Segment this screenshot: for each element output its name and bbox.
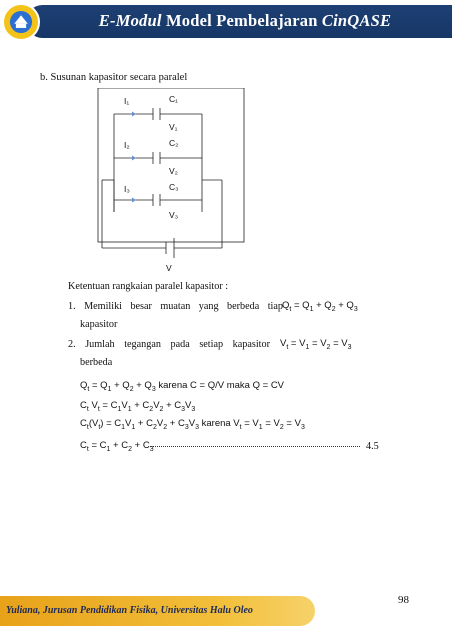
equation-leader-dots [150, 446, 360, 447]
rule-1-equation: $Q_t = Q_1 + Q_2 + Q_3$ [282, 300, 358, 313]
capacitor-label-c1: C₁ [169, 94, 179, 104]
equation-2: $C_t$ $V_t = C_1V_1 + C_2V_2 + C_3V_3$ [80, 400, 196, 413]
parallel-capacitor-circuit [92, 88, 252, 274]
equation-3: $C_t(V_t) = C_1V_1 + C_2V_2 + C_3V_3$ karena $V_t = V_1 = V_2 = V_3$ [80, 418, 305, 431]
source-voltage-label: V [166, 263, 172, 273]
rule-1-continuation: kapasitor [80, 319, 118, 330]
current-label-i3: I₃ [124, 184, 130, 194]
footer-author: Yuliana, Jurusan Pendidikan Fisika, Universitas Halu Oleo [6, 605, 253, 616]
section-caption: b. Susunan kapasitor secara paralel [40, 72, 188, 83]
equation-4: $C_t = C_1 + C_2 + C_3$ [80, 440, 154, 453]
voltage-label-v1: V₁ [169, 122, 178, 132]
rule-1-text: 1. Memiliki besar muatan yang berbeda tiap [68, 301, 283, 312]
capacitor-label-c2: C₂ [169, 138, 179, 148]
rule-2-continuation: berbeda [80, 357, 113, 368]
university-logo-icon [2, 3, 40, 41]
capacitor-label-c3: C₃ [169, 182, 179, 192]
equation-number: 4.5 [366, 441, 379, 452]
equation-1: $Q_t = Q_1 + Q_2 + Q_3$ karena C = Q/V maka Q = CV [80, 380, 285, 393]
rules-intro: Ketentuan rangkaian paralel kapasitor : [68, 281, 229, 292]
current-label-i2: I₂ [124, 140, 130, 150]
page-header [0, 0, 452, 42]
rule-2-text: 2. Jumlah tegangan pada setiap kapasitor [68, 339, 270, 350]
voltage-label-v2: V₂ [169, 166, 178, 176]
rule-2-equation: $V_t = V_1 = V_2 = V_3$ [280, 338, 352, 351]
page-number: 98 [398, 594, 409, 606]
page-footer [0, 596, 315, 626]
voltage-label-v3: V₃ [169, 210, 179, 220]
page-title: E-Modul Model Pembelajaran CinQASE [98, 11, 392, 30]
current-label-i1: I₁ [124, 96, 130, 106]
